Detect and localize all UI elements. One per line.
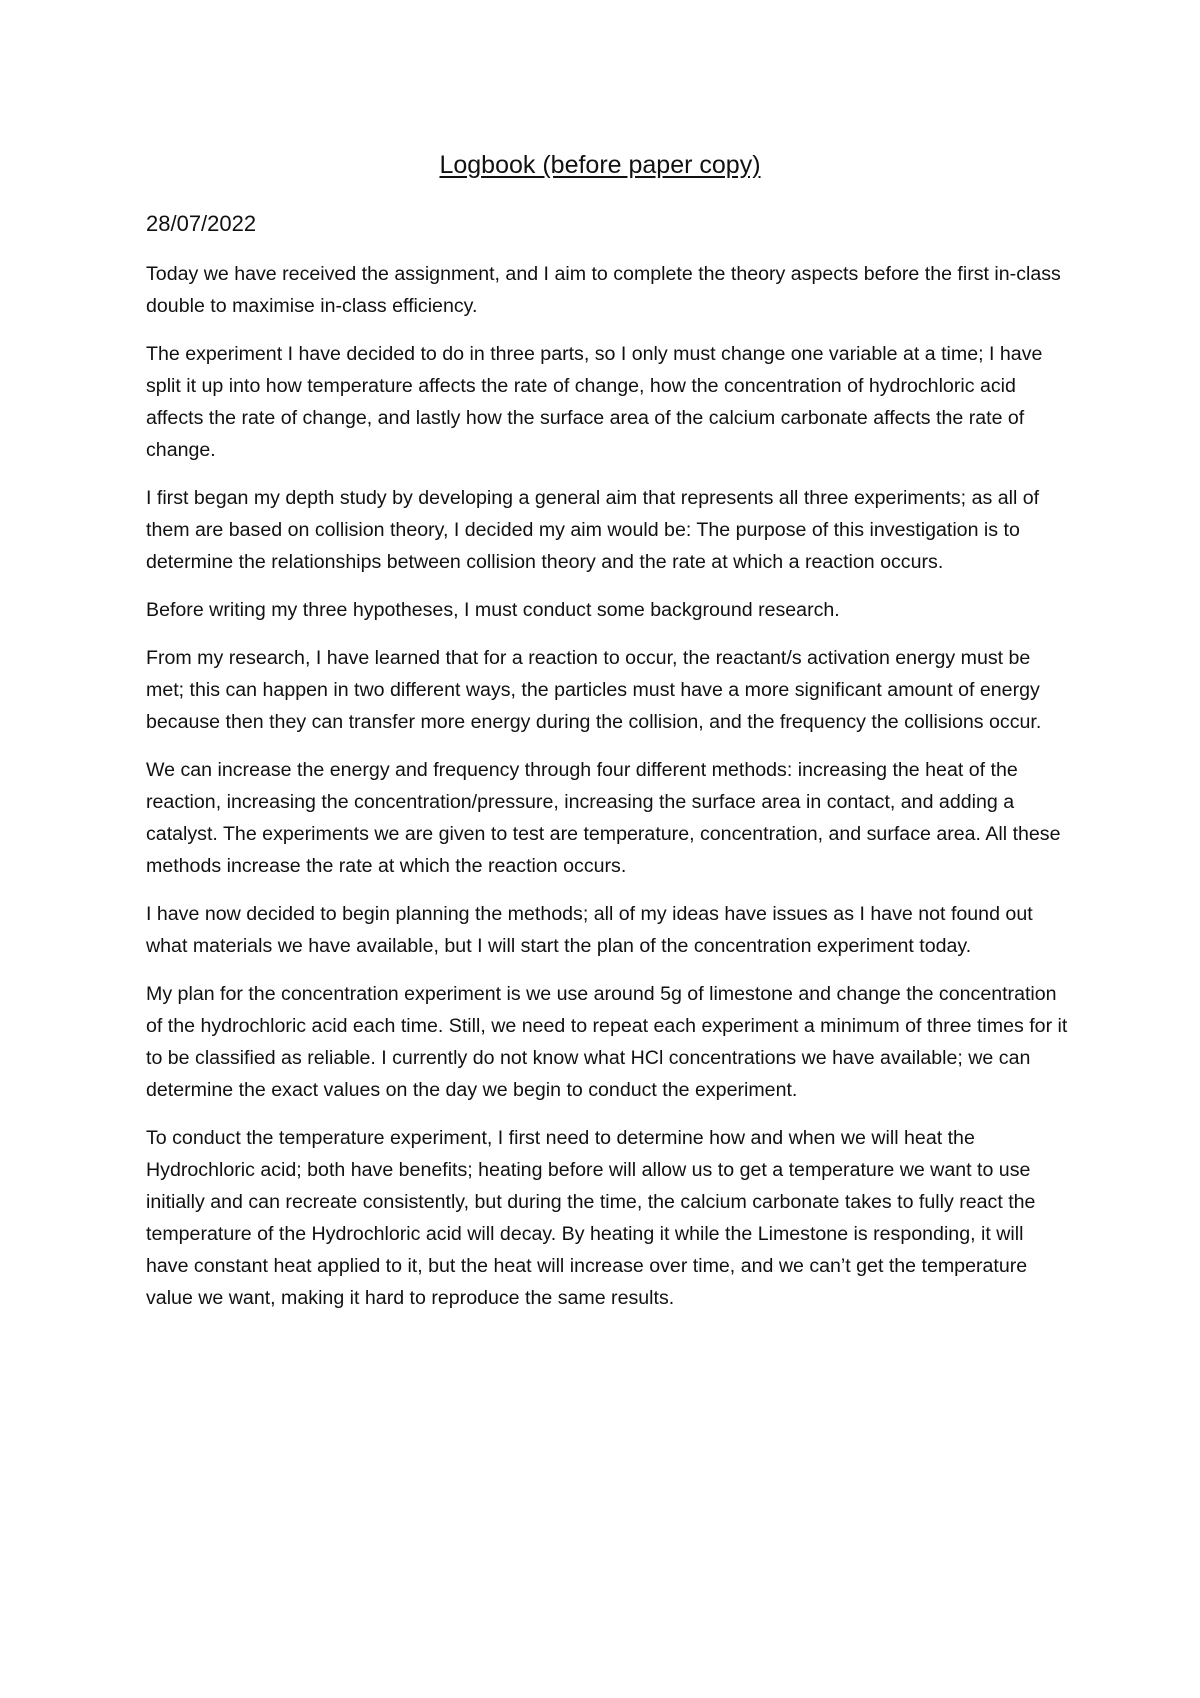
paragraph: I first began my depth study by developing a general aim that represents all three experiments; as all of them are based on collision theory, I decided my aim would be: The purpose of this investigation is to determine the relationships between collision theory and the rate at which a reaction occurs. <box>146 487 1040 573</box>
paragraph: To conduct the temperature experiment, I first need to determine how and when we will heat the Hydrochloric acid; both have benefits; heating before will allow us to get a temperature we want to use initially and can recreate consistently, but during the time, the calcium carbonate takes to fully react the temperature of the Hydrochloric acid will decay. By heating it while the Limestone is responding, it will have constant heat applied to it, but the heat will increase over time, and we can’t get the temperature value we want, making it hard to reproduce the same results. <box>146 1127 1036 1309</box>
paragraph: My plan for the concentration experiment is we use around 5g of limestone and change the concentration of the hydrochloric acid each time. Still, we need to repeat each experiment a minimum of three times for it to be classified as reliable. I currently do not know what HCl concentrations we have available; we can determine the exact values on the day we begin to conduct the experiment. <box>146 983 1068 1101</box>
paragraph: From my research, I have learned that for a reaction to occur, the reactant/s activation energy must be met; this can happen in two different ways, the particles must have a more significant amount of energy because then they can transfer more energy during the collision, and the frequency the collisions occur. <box>146 647 1042 733</box>
paragraph: We can increase the energy and frequency through four different methods: increasing the heat of the reaction, increasing the concentration/pressure, increasing the surface area in contact, and adding a catalyst. The experiments we are given to test are temperature, concentration, and surface area. All these methods increase the rate at which the reaction occurs. <box>146 759 1061 877</box>
paragraph: Today we have received the assignment, and I aim to complete the theory aspects before the first in-class double to maximise in-class efficiency. <box>146 263 1061 317</box>
paragraph: The experiment I have decided to do in three parts, so I only must change one variable at a time; I have split it up into how temperature affects the rate of change, how the concentration of hydrochloric acid affects the rate of change, and lastly how the surface area of the calcium carbonate affects the rate of change. <box>146 343 1043 461</box>
paragraph: Before writing my three hypotheses, I must conduct some background research. <box>146 599 840 621</box>
page-title: Logbook (before paper copy) <box>439 151 761 179</box>
paragraph: I have now decided to begin planning the methods; all of my ideas have issues as I have not found out what materials we have available, but I will start the plan of the concentration experiment today. <box>146 903 1033 957</box>
logbook-body <box>146 258 1068 1330</box>
entry-date: 28/07/2022 <box>146 211 257 236</box>
